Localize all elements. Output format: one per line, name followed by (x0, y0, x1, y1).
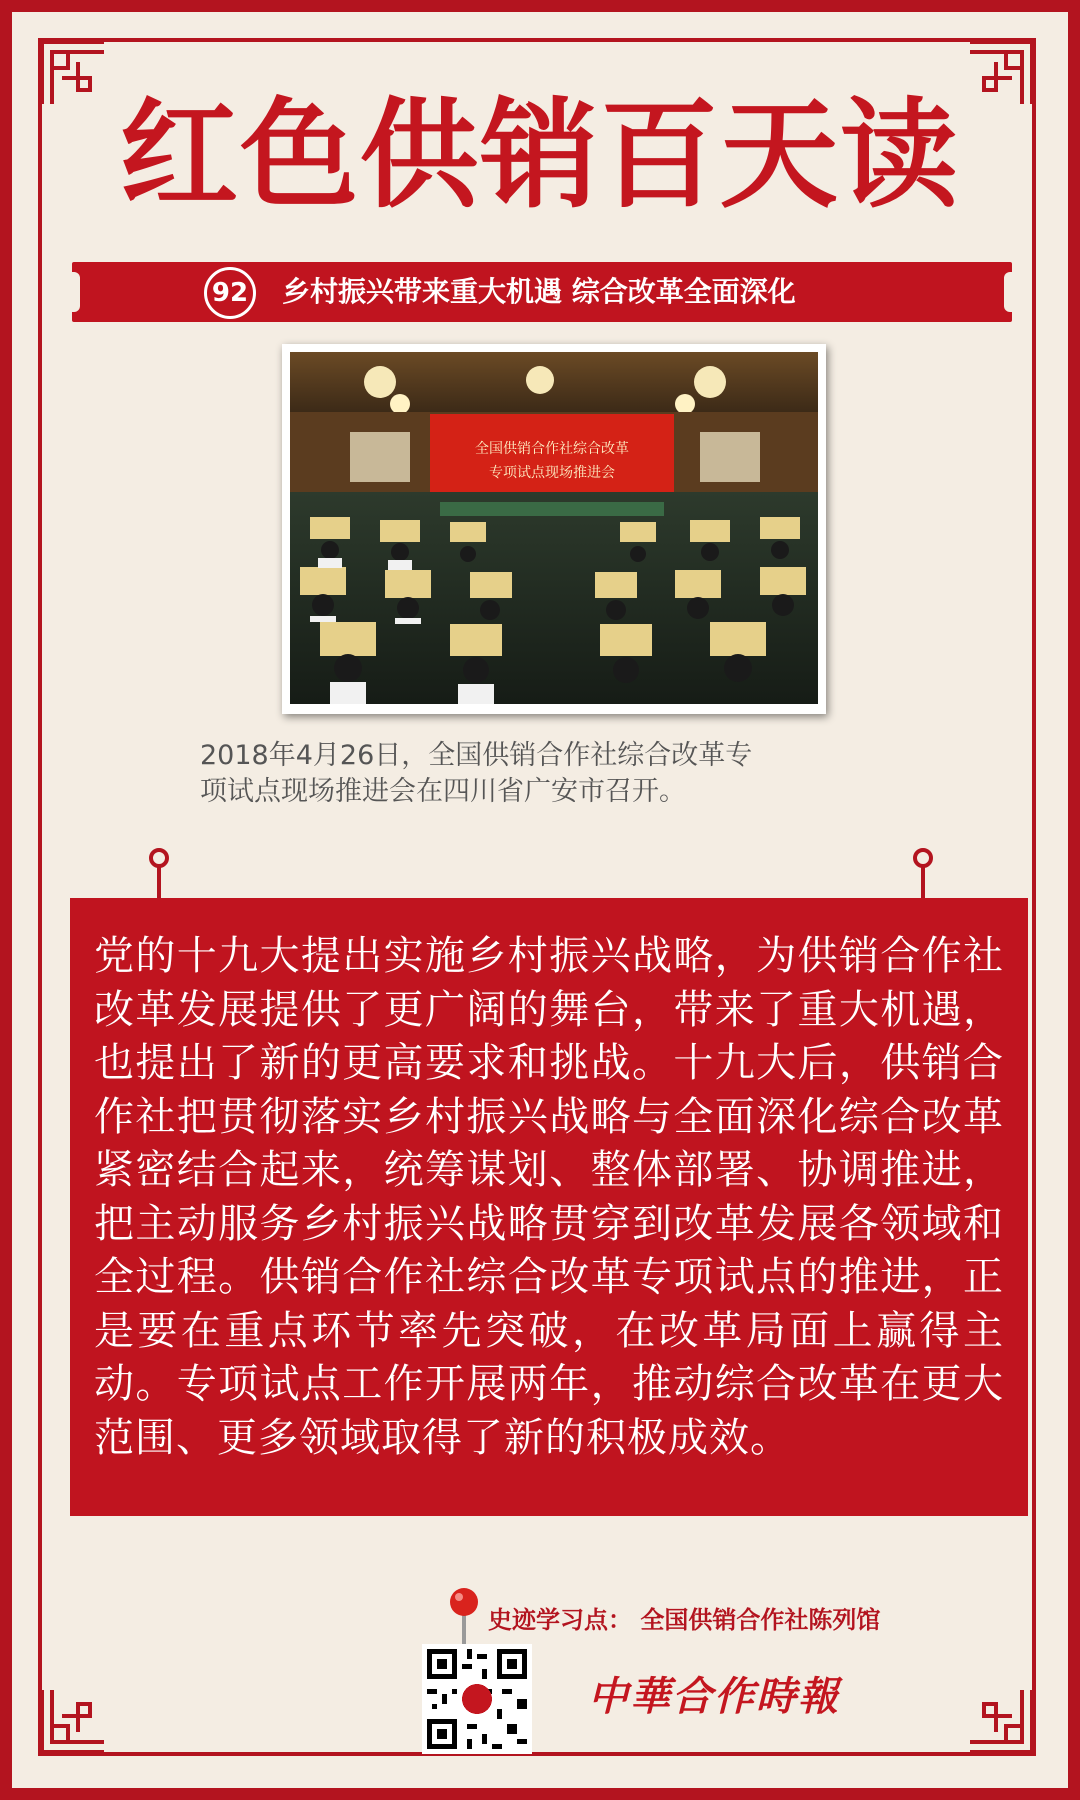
page-title: 红色供销百天读 (119, 85, 960, 224)
caption-line: 2018年4月26日，全国供销合作社综合改革专 (200, 740, 753, 771)
article-body-box (70, 898, 1028, 1516)
corner-ornament-icon (966, 1686, 1036, 1756)
banner-line: 专项试点现场推进会 (489, 465, 615, 481)
study-point (488, 1604, 880, 1636)
study-point-label: 史迹学习点： (488, 1606, 632, 1634)
location-pin-icon (447, 1586, 481, 1646)
caption-line: 项试点现场推进会在四川省广安市召开。 (200, 776, 686, 807)
subtitle-banner (72, 262, 1012, 322)
qr-code[interactable] (422, 1644, 532, 1754)
corner-ornament-icon (38, 1686, 108, 1756)
article-body-text: 党的十九大提出实施乡村振兴战略，为供销合作社改革发展提供了更广阔的舞台，带来了重大机遇，也提出了新的更高要求和挑战。十九大后，供销合作社把贯彻落实乡村振兴战略与全面深化综合改革紧密结合起来，统筹谋划、整体部署、协调推进，把主动服务乡村振兴战略贯穿到改革发展各领域和全过程。供销合作社综合改革专项试点的推进，正是要在重点环节率先突破，在改革局面上赢得主动。专项试点工作开展两年，推动综合改革在更大范围、更多领域取得了新的积极成效。 (94, 933, 1004, 1461)
subtitle-text: 乡村振兴带来重大机遇 综合改革全面深化 (282, 275, 796, 308)
study-point-value: 全国供销合作社陈列馆 (640, 1606, 881, 1634)
publisher-logo: 中華合作時報 (588, 1673, 840, 1720)
photo-image (290, 352, 818, 704)
conference-photo (282, 344, 826, 714)
episode-number-badge: 92 (204, 267, 256, 319)
banner-line: 全国供销合作社综合改革 (475, 441, 629, 457)
photo-caption (200, 738, 900, 810)
photo-banner-text (440, 437, 664, 485)
